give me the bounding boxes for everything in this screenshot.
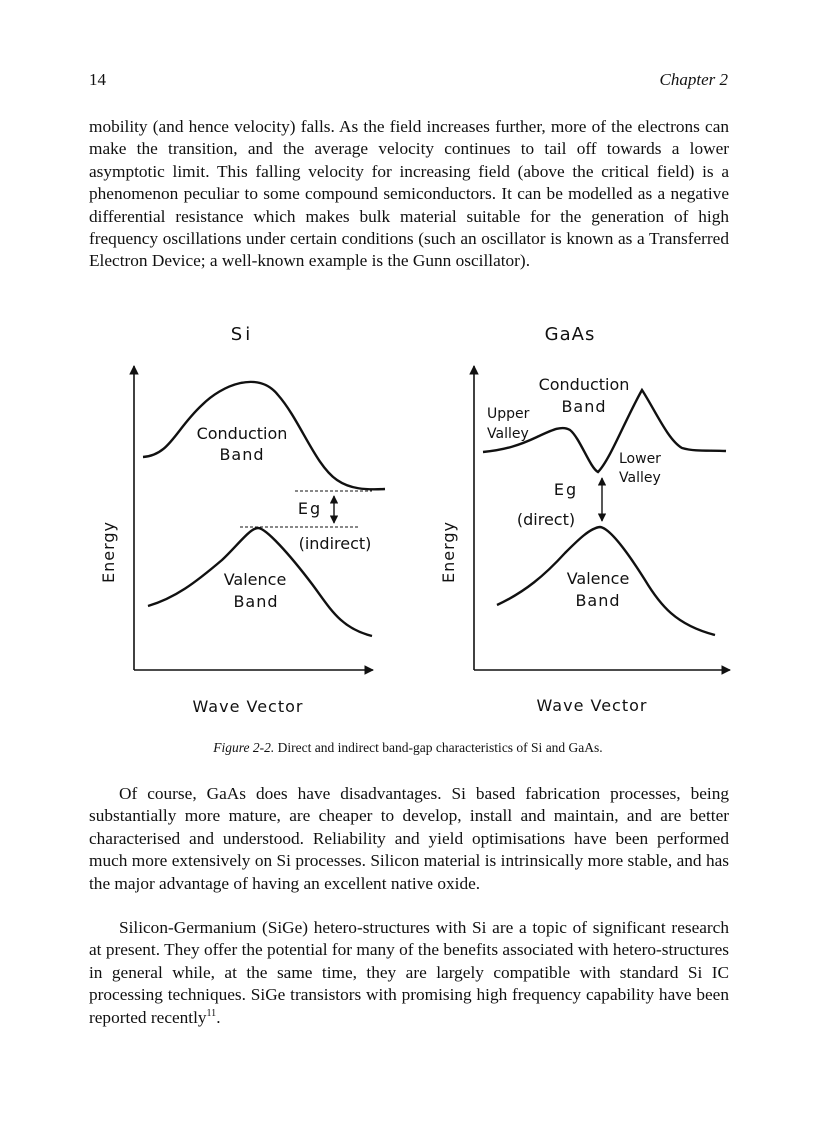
body-paragraph-3-text: Silicon-Germanium (SiGe) hetero-structures with Si are a topic of significant research at present. They offer the potential for many of the benefits associated with hetero-structures in general while, at the same time, they are largely compatible with standard Si IC processing techniques. SiGe transistors with promising high frequency capability have been reported recently [89,918,729,1027]
figure-caption-label: Figure 2-2. [213,740,275,755]
page-number: 14 [89,70,106,89]
gaas-title: GaAs [544,324,596,345]
si-conduction-label: Conduction [196,424,288,443]
si-valence-label: Valence [223,570,287,589]
gaas-lower-valley-label: Lower [619,451,661,467]
gaas-x-axis-label: Wave Vector [536,696,648,715]
figure-caption-text: Direct and indirect band-gap characteristics of Si and GaAs. [274,740,603,755]
gaas-upper-valley-label: Upper [487,406,530,422]
band-gap-figure [0,310,816,740]
gaas-gap-label: Eg [553,480,579,499]
gaas-y-axis-label: Energy [439,520,458,584]
gaas-conduction-label: Conduction [538,375,630,394]
body-paragraph-2: Of course, GaAs does have disadvantages. Si based fabrication processes, being substantially more mature, are cheaper to develop, install and maintain, and are better characterised and understood. Reliability and yield optimisations have been performed much more extensively on Si processes. Silicon material is intrinsically more stable, and has the major advantage of having an excellent native oxide. [89,784,729,893]
body-paragraph-3-end: . [216,1007,221,1027]
figure-caption [0,740,816,756]
si-conduction-label-2: Band [219,445,265,464]
si-gap-type: (indirect) [298,534,372,553]
si-y-axis-label: Energy [99,520,118,584]
running-header: Chapter 2 [659,70,728,89]
gaas-lower-valley-label-2: Valley [619,470,661,486]
gaas-upper-valley-label-2: Valley [487,426,529,442]
si-valence-label-2: Band [233,592,279,611]
citation-reference: 11 [206,1007,217,1019]
gaas-panel [439,324,730,715]
si-panel [99,324,385,716]
gaas-gap-type: (direct) [516,510,576,529]
gaas-conduction-label-2: Band [561,397,607,416]
body-paragraph-1: mobility (and hence velocity) falls. As the field increases further, more of the electrons can make the transition, and the average velocity continues to tail off towards a lower asymptotic limit. This falling velocity for increasing field (above the critical field) is a phenomenon peculiar to some compound semiconductors. It can be modelled as a negative differential resistance which makes bulk material suitable for the generation of high frequency oscillations under certain conditions (such an oscillator is known as a Transferred Electron Device; a well-known example is the Gunn oscillator). [89,117,729,271]
si-title: Si [230,324,254,345]
si-x-axis-label: Wave Vector [192,697,304,716]
gaas-valence-label: Valence [566,569,630,588]
si-gap-label: Eg [297,499,323,518]
body-paragraph-3 [89,917,729,1029]
gaas-valence-label-2: Band [575,591,621,610]
